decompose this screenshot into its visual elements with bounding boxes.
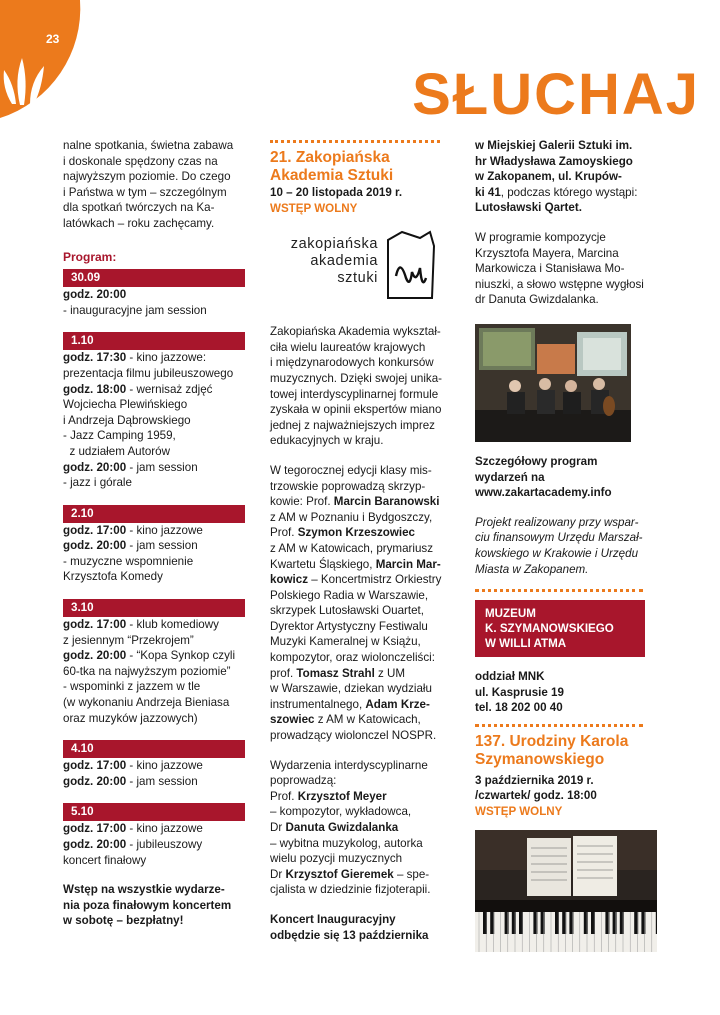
museum-box	[475, 600, 645, 657]
event-entry: WSTĘP WOLNY	[475, 805, 563, 819]
text-line: ciu finansowym Urzędu Marszał-	[475, 531, 643, 545]
text-span: wielu pozycji muzycznych	[270, 852, 403, 866]
text-line	[270, 867, 450, 883]
bold-name: Adam Krze-	[365, 697, 430, 711]
text-line: w Zakopanem, ul. Krupów-	[475, 170, 622, 184]
column-info	[475, 138, 657, 952]
text-line: Miasta w Zakopanem.	[475, 562, 589, 576]
dotted-divider	[475, 589, 643, 592]
bold-name: Krzysztof Gieremek	[285, 867, 394, 881]
text-line: zyskała w opinii ekspertów miano	[270, 403, 442, 417]
event: - jubileuszowy	[126, 838, 203, 851]
time: godz. 17:00	[63, 822, 127, 836]
date-bar: 30.09	[63, 269, 245, 287]
text-line	[270, 666, 450, 682]
logo-text: akademia	[310, 253, 378, 270]
concert-program	[475, 230, 657, 308]
date-bar: 5.10	[63, 803, 245, 821]
text-line: nia poza finałowym koncertem	[63, 898, 232, 912]
bold-name: Marcin Mar-	[375, 557, 441, 571]
text-line: i Państwa w tym – szczególnym	[63, 185, 227, 199]
museum-line: W WILLI ATMA	[485, 637, 567, 651]
text-span: poprowadzą:	[270, 774, 337, 788]
text-line	[475, 185, 657, 201]
text-span: z AM w Katowicach, prymariusz	[270, 541, 434, 555]
text-line: ul. Kasprusie 19	[475, 685, 564, 699]
text-line: wydarzeń na	[475, 470, 545, 484]
museum-line: K. SZYMANOWSKIEGO	[485, 622, 614, 636]
academy-interdisciplinary	[270, 758, 450, 898]
academy-dates: 10 – 20 listopada 2019 r.	[270, 186, 403, 199]
text-line: 3 października 2019 r.	[475, 773, 594, 787]
text-line: hr Władysława Zamoyskiego	[475, 154, 633, 168]
text-line	[270, 634, 450, 650]
text-span: z AM w Katowicach,	[314, 713, 421, 727]
text-line	[270, 804, 450, 820]
text-line: w Miejskiej Galerii Sztuki im.	[475, 139, 633, 152]
event: - klub komediowy	[126, 618, 219, 632]
event: - kino jazzowe:	[126, 351, 207, 365]
text-line: Wstęp na wszystkie wydarze-	[63, 883, 225, 897]
event: - jam session	[126, 460, 198, 474]
bold-name: Szymon Krzeszowiec	[297, 526, 415, 540]
text-span: instrumentalnego,	[270, 697, 366, 711]
text-span: z UM	[374, 666, 406, 680]
program-line	[63, 382, 245, 398]
text-line: oddział MNK	[475, 670, 545, 684]
text-line	[270, 836, 450, 852]
date-bar: 2.10	[63, 505, 245, 523]
bold-name: kowicz	[270, 573, 309, 587]
program-line	[63, 774, 245, 790]
text-line	[270, 789, 450, 805]
text-line	[270, 697, 450, 713]
text-span: Prof.	[270, 789, 298, 803]
intro-text	[63, 138, 245, 232]
text-span: trzowskie poprowadzą skrzyp-	[270, 479, 426, 493]
program-line: - jazz i górale	[63, 476, 132, 490]
text-line: www.zakartacademy.info	[475, 486, 612, 500]
concert-venue	[475, 138, 657, 216]
program-line: (w wykonaniu Andrzeja Bieniasa	[63, 696, 230, 710]
program-line: oraz muzyków jazzowych)	[63, 711, 198, 725]
piano-photo	[475, 830, 657, 952]
text-span: – wybitna muzykolog, autorka	[270, 836, 423, 850]
program-line	[63, 758, 245, 774]
program-website	[475, 454, 657, 501]
text-line	[270, 572, 450, 588]
text-line	[270, 557, 450, 573]
time: godz. 17:00	[63, 759, 127, 773]
text-line: nalne spotkania, świetna zabawa	[63, 139, 234, 152]
page-number: 23	[46, 32, 60, 46]
program-line: prezentacja filmu jubileuszowego	[63, 366, 234, 380]
title-line: 137. Urodziny Karola	[475, 732, 629, 750]
concert-photo	[475, 324, 631, 442]
program-line: - muzyczne wspomnienie	[63, 554, 194, 568]
text-line: Projekt realizowany przy wspar-	[475, 515, 639, 529]
program-line	[63, 648, 245, 664]
title-line: Szymanowskiego	[475, 750, 605, 768]
text-line	[270, 681, 450, 697]
text-line	[270, 525, 450, 541]
text-line: niuszki, a słowo wstępne wygłosi	[475, 277, 644, 291]
text-line: towej interdyscyplinarnej formule	[270, 387, 439, 401]
program-line	[63, 837, 245, 853]
text-line: odbędzie się 13 października	[270, 928, 429, 942]
bold-name: Krzysztof Meyer	[297, 789, 387, 803]
bold-name: szowiec	[270, 713, 315, 727]
column-academy	[270, 140, 450, 943]
program-line: - inauguracyjne jam session	[63, 303, 207, 317]
program-line: i Andrzeja Dąbrowskiego	[63, 413, 191, 427]
date-bar: 4.10	[63, 740, 245, 758]
text-line: Krzysztofa Mayera, Marcina	[475, 246, 619, 260]
quartet-name: Lutosławski Qartet.	[475, 201, 582, 215]
text-line	[270, 882, 450, 898]
time: godz. 18:00	[63, 382, 127, 396]
academy-logo-icon	[382, 228, 442, 302]
text-span: – spe-	[393, 867, 430, 881]
text-line	[270, 510, 450, 526]
text-span: W tegorocznej edycji klasy mis-	[270, 463, 432, 477]
free-entry-note	[63, 882, 245, 929]
text-span: – kompozytor, wykładowca,	[270, 805, 412, 819]
text-line: latówkach – roku zachęcamy.	[63, 216, 215, 230]
academy-logo	[270, 228, 450, 318]
program-line	[63, 460, 245, 476]
text-line	[270, 773, 450, 789]
academy-masterclasses	[270, 463, 450, 744]
program-line: - wspominki z jazzem w tle	[63, 680, 201, 694]
text-line	[270, 851, 450, 867]
event-dates	[475, 773, 657, 804]
title-line: Akademia Sztuki	[270, 167, 394, 184]
logo-text: zakopiańska	[290, 236, 378, 253]
text-line: edukacyjnych w kraju.	[270, 434, 384, 448]
text-span: Dyrektor Artystyczny Festiwalu	[270, 619, 428, 633]
text-line	[270, 820, 450, 836]
program-line	[63, 538, 245, 554]
text-line	[270, 728, 450, 744]
text-span: prowadzący wiolonczel NOSPR.	[270, 729, 437, 743]
time: godz. 20:00	[63, 774, 127, 788]
program-line: z jesiennym “Przekrojem”	[63, 633, 194, 647]
text-line	[270, 603, 450, 619]
text-line: kowskiego w Krakowie i Urzędu	[475, 546, 639, 560]
text-span: Prof.	[270, 526, 298, 540]
text-span: prof.	[270, 666, 297, 680]
program-line: koncert finałowy	[63, 853, 147, 867]
text-span: , podczas którego wystąpi:	[500, 185, 638, 199]
text-line: najwyższym poziomie. Do czego	[63, 170, 231, 184]
museum-line: MUZEUM	[485, 607, 536, 621]
time: godz. 17:30	[63, 351, 127, 365]
text-line: muzycznych. Dzięki swojej unika-	[270, 371, 443, 385]
title-line: 21. Zakopiańska	[270, 149, 390, 166]
text-line: /czwartek/ godz. 18:00	[475, 789, 597, 803]
text-line: w sobotę – bezpłatny!	[63, 914, 184, 928]
bold-name: Tomasz Strahl	[296, 666, 375, 680]
text-line: i międzynarodowych konkursów	[270, 356, 434, 370]
text-line: Zakopiańska Akademia wykształ-	[270, 325, 441, 339]
bold-name: ki 41	[475, 185, 501, 199]
date-bar: 3.10	[63, 599, 245, 617]
text-line	[270, 650, 450, 666]
program-line	[63, 617, 245, 633]
text-line: dla spotkań twórczych na Ka-	[63, 201, 215, 215]
text-span: kompozytor, oraz wiolonczeliści:	[270, 651, 435, 665]
time: godz. 20:00	[63, 649, 127, 663]
program-line	[63, 287, 245, 303]
event: - kino jazzowe	[126, 759, 203, 773]
program-line: z udziałem Autorów	[63, 444, 170, 458]
time: godz. 17:00	[63, 523, 127, 537]
text-span: w Warszawie, dziekan wydziału	[270, 682, 432, 696]
text-line: i doskonale spędzony czas na	[63, 154, 218, 168]
program-line: Wojciecha Plewińskiego	[63, 398, 188, 412]
time: godz. 20:00	[63, 539, 127, 553]
column-program	[63, 138, 245, 929]
text-span: Dr	[270, 821, 286, 834]
event: - kino jazzowe	[126, 822, 203, 836]
text-line	[270, 541, 450, 557]
text-line: Markowicza i Stanisława Mo-	[475, 262, 625, 276]
academy-entry: WSTĘP WOLNY	[270, 201, 358, 215]
bold-name: Marcin Baranowski	[333, 495, 440, 509]
text-span: – Koncertmistrz Orkiestry	[308, 573, 442, 587]
event: - “Kopa Synkop czyli	[126, 649, 236, 663]
dotted-divider	[475, 724, 643, 727]
text-line: ciła wielu laureatów krajowych	[270, 340, 426, 354]
text-span: Muzyki Kameralnej w Książu,	[270, 635, 421, 649]
text-line	[270, 619, 450, 635]
event: - jam session	[126, 539, 198, 553]
event-title	[475, 733, 657, 769]
text-line	[270, 588, 450, 604]
event: - jam session	[126, 774, 198, 788]
text-line: W programie kompozycje	[475, 230, 606, 244]
text-line	[270, 463, 450, 479]
text-span: Wydarzenia interdyscyplinarne	[270, 758, 428, 772]
program-line	[63, 821, 245, 837]
academy-description	[270, 324, 450, 449]
text-span: z AM w Poznaniu i Bydgoszczy,	[270, 510, 433, 524]
time: godz. 20:00	[63, 288, 127, 302]
time: godz. 20:00	[63, 838, 127, 851]
program-line: - Jazz Camping 1959,	[63, 429, 176, 443]
text-line: Szczegółowy program	[475, 454, 598, 468]
funding-note	[475, 515, 657, 577]
program-line	[63, 523, 245, 539]
event: - wernisaż zdjęć	[126, 382, 213, 396]
program-days	[63, 269, 245, 868]
text-span: cjalista w dziedzinie fizjoterapii.	[270, 883, 431, 897]
time: godz. 17:00	[63, 618, 127, 632]
text-line	[270, 479, 450, 495]
text-span: kowie: Prof.	[270, 495, 334, 509]
text-span: Kwartetu Śląskiego,	[270, 557, 376, 571]
text-line: dr Danuta Gwizdalanka.	[475, 293, 599, 307]
text-line	[270, 758, 450, 774]
text-span: Dr	[270, 867, 286, 881]
page-heading: SŁUCHAJ	[412, 62, 700, 127]
academy-title	[270, 149, 450, 185]
program-line	[63, 350, 245, 366]
logo-text: sztuki	[337, 270, 378, 287]
text-span: Polskiego Radia w Warszawie,	[270, 588, 429, 602]
text-line: Koncert Inauguracyjny	[270, 912, 396, 926]
time: godz. 20:00	[63, 460, 127, 474]
academy-concert	[270, 912, 450, 943]
text-span: skrzypek Lutosławski Ouartet,	[270, 604, 424, 618]
museum-address	[475, 669, 657, 716]
text-line: tel. 18 202 00 40	[475, 701, 563, 715]
program-label: Program:	[63, 249, 117, 264]
program-line: 60-tka na najwyższym poziomie”	[63, 664, 231, 678]
text-line	[270, 712, 450, 728]
event: - kino jazzowe	[126, 523, 203, 537]
bold-name: Danuta Gwizdalanka	[285, 821, 399, 834]
text-line	[270, 494, 450, 510]
text-line: jednej z najważniejszych imprez	[270, 418, 435, 432]
date-bar: 1.10	[63, 332, 245, 350]
program-line: Krzysztofa Komedy	[63, 570, 163, 584]
